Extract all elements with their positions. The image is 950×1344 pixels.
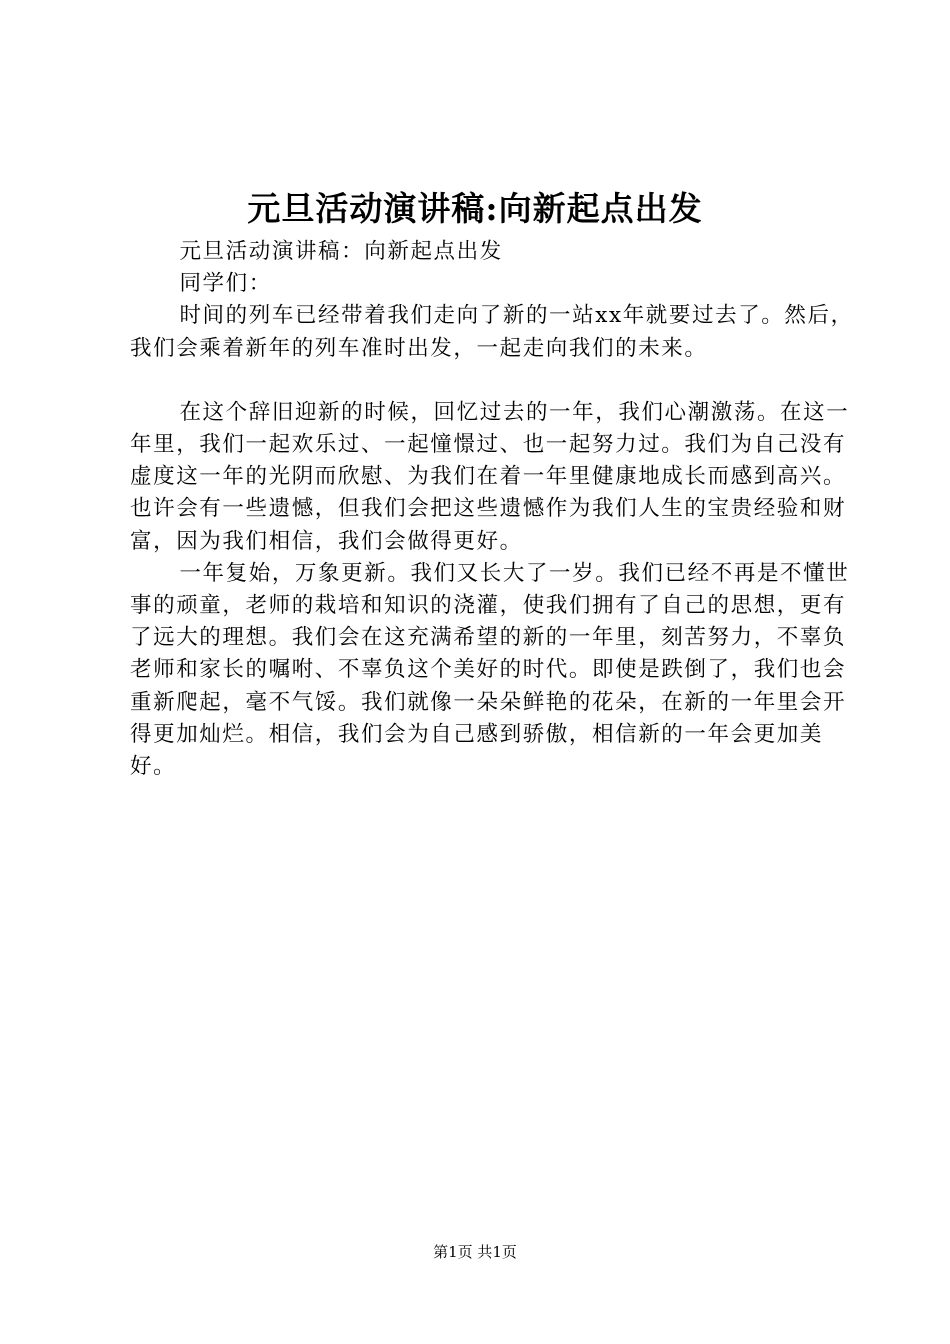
paragraph-1: 时间的列车已经带着我们走向了新的一站xx年就要过去了。然后，我们会乘着新年的列车准时出发，一起走向我们的未来。 xyxy=(130,303,854,361)
paragraph-2: 在这个辞旧迎新的时候，回忆过去的一年，我们心潮激荡。在这一年里，我们一起欢乐过、一起憧憬过、也一起努力过。我们为自己没有虚度这一年的光阴而欣慰、为我们在着一年里健康地成长而感到高兴。也许会有一些遗憾，但我们会把这些遗憾作为我们人生的宝贵经验和财富，因为我们相信，我们会做得更好。 xyxy=(130,399,850,554)
salutation: 同学们： xyxy=(179,271,272,297)
document-title: 元旦活动演讲稿:向新起点出发 xyxy=(247,189,703,228)
paragraph-3: 一年复始，万象更新。我们又长大了一岁。我们已经不再是不懂世事的顽童，老师的栽培和知识的浇灌，使我们拥有了自己的思想，更有了远大的理想。我们会在这充满希望的新的一年里，刻苦努力，不辜负老师和家长的嘱咐、不辜负这个美好的时代。即使是跌倒了，我们也会重新爬起，毫不气馁。我们就像一朵朵鲜艳的花朵，在新的一年里会开得更加灿烂。相信，我们会为自己感到骄傲，相信新的一年会更加美好。 xyxy=(130,560,850,780)
document-body xyxy=(130,236,856,783)
page-number-footer: 第1页 共1页 xyxy=(433,1243,517,1261)
body-subtitle: 元旦活动演讲稿：向新起点出发 xyxy=(179,239,503,264)
